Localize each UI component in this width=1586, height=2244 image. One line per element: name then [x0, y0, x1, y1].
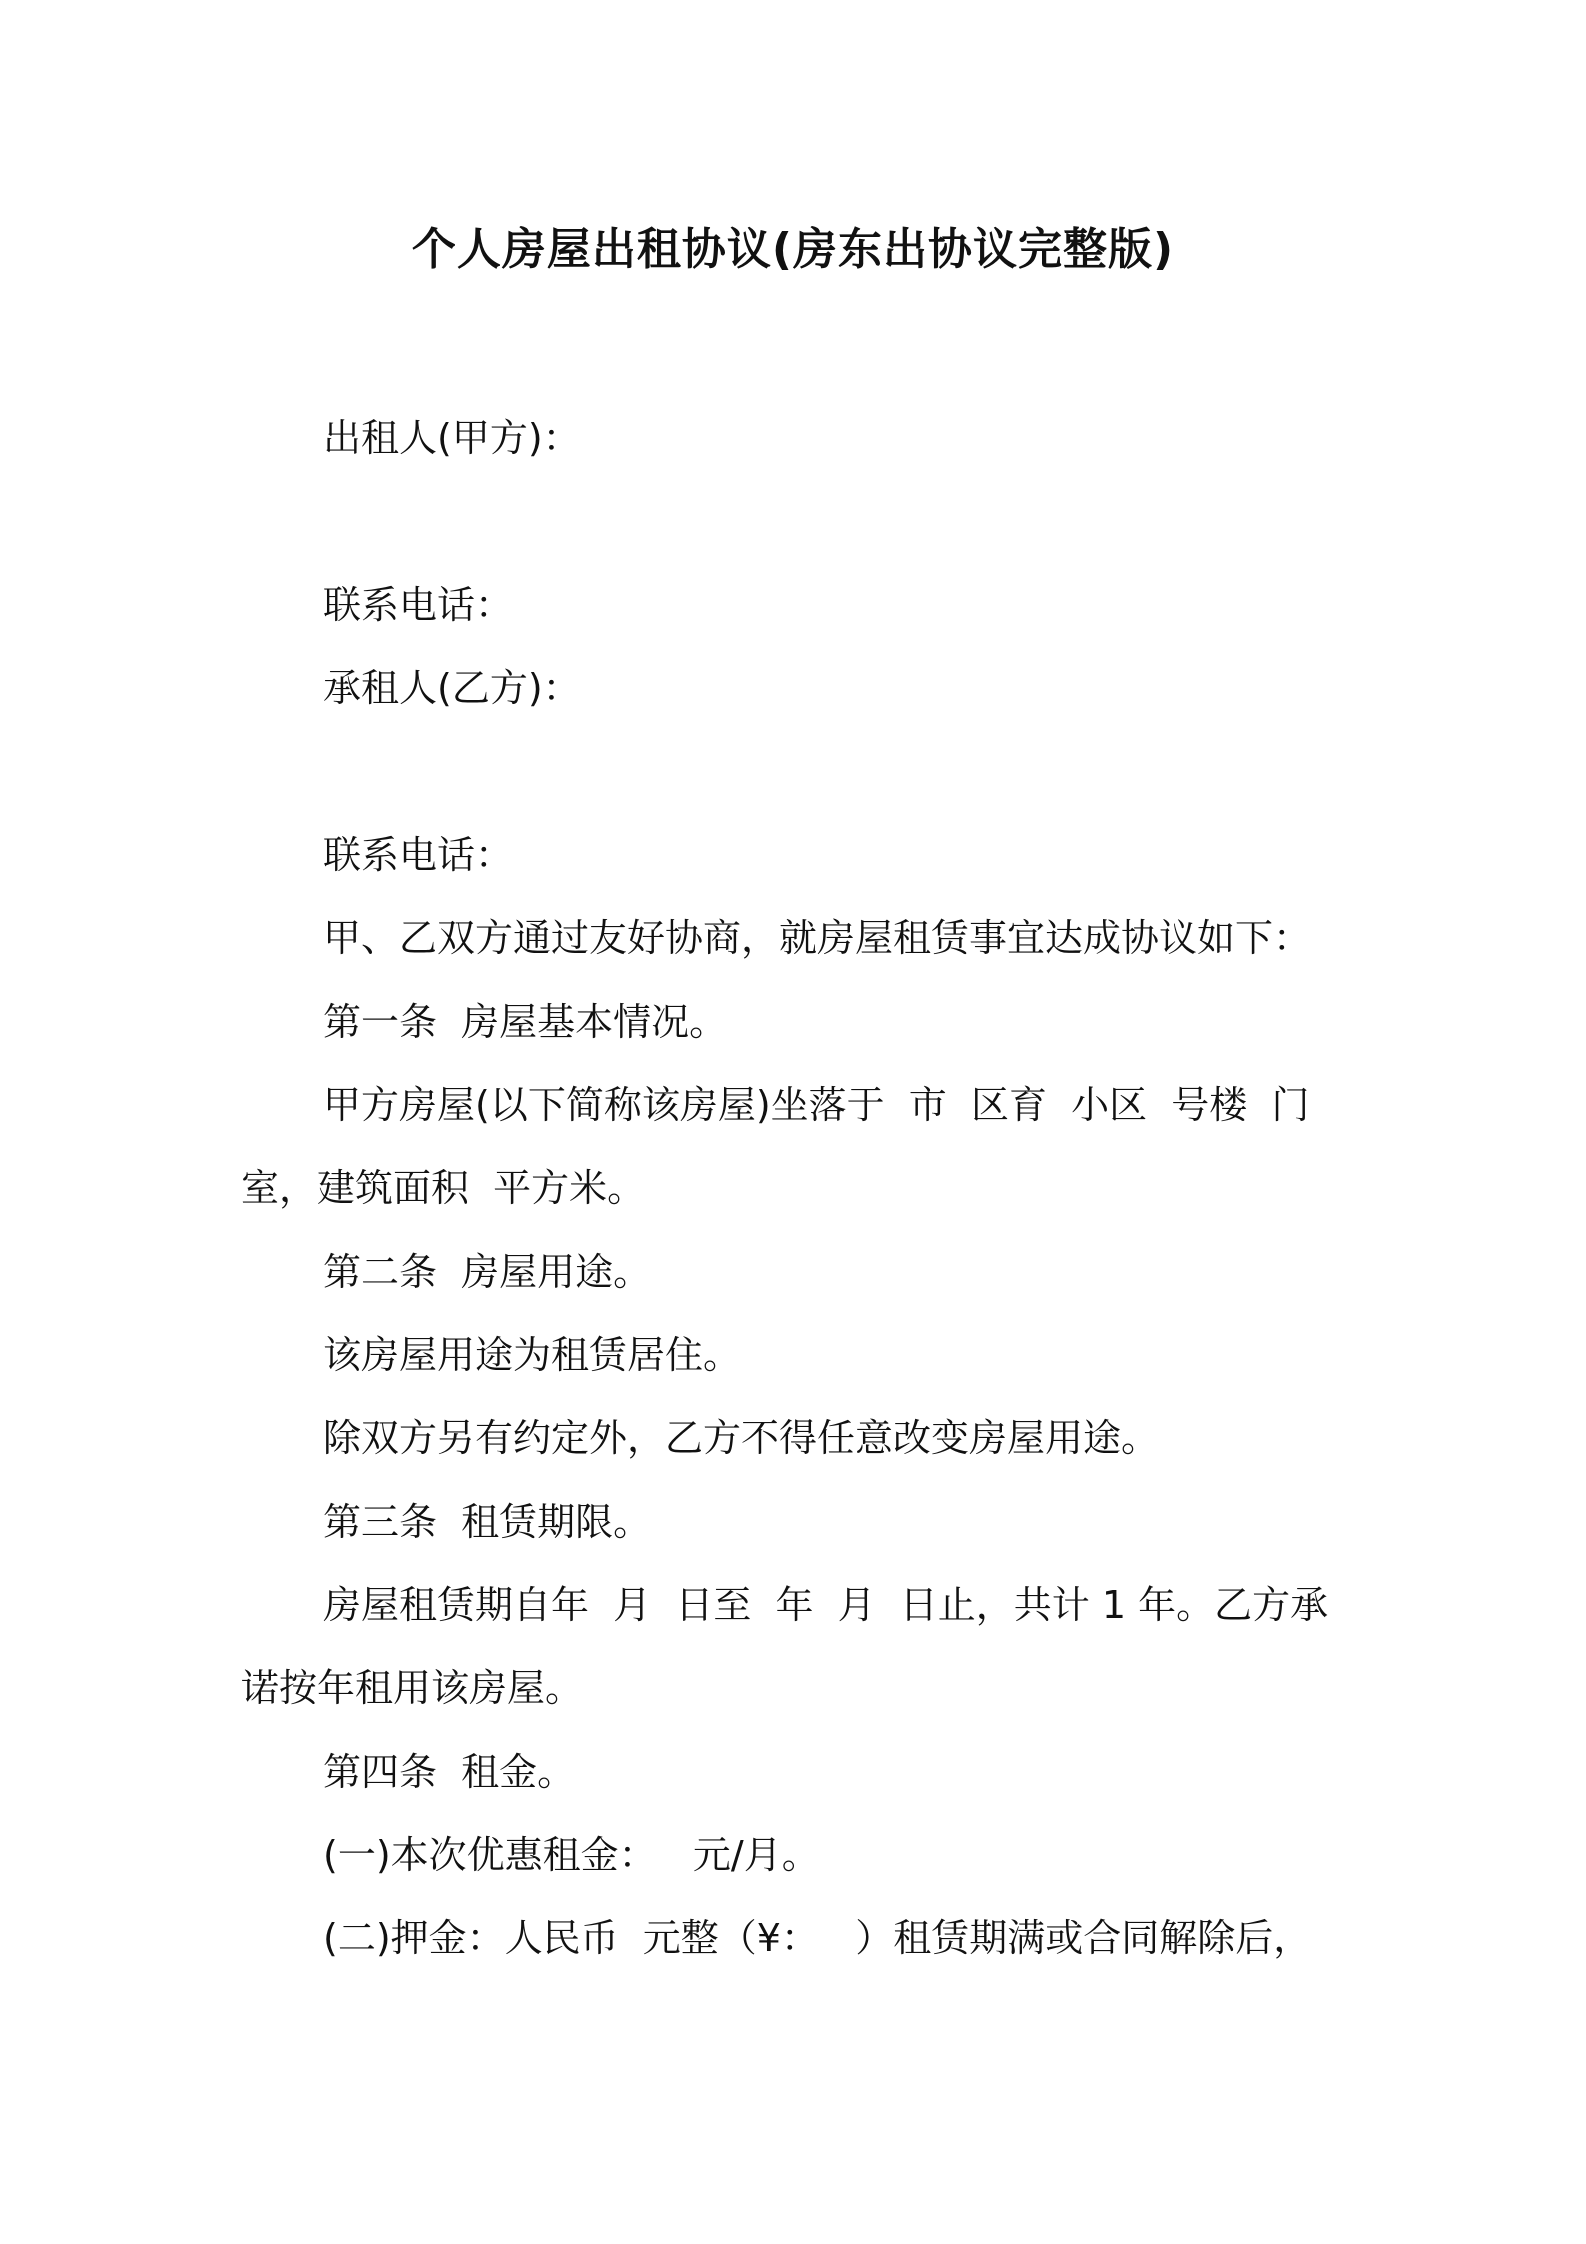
- article-2-paragraph-1: 该房屋用途为租赁居住。: [323, 1333, 742, 1377]
- article-3-paragraph-line-2: 诺按年租用该房屋。: [241, 1666, 584, 1710]
- article-3-heading: 第三条 租赁期限。: [323, 1500, 652, 1544]
- lessor-party-a-line: 出租人(甲方)：: [323, 416, 581, 460]
- article-2-paragraph-2: 除双方另有约定外，乙方不得任意改变房屋用途。: [323, 1416, 1160, 1460]
- article-4-item-1: (一)本次优惠租金： 元/月。: [323, 1833, 820, 1877]
- article-1-paragraph-line-2: 室，建筑面积 平方米。: [241, 1166, 646, 1210]
- article-1-heading: 第一条 房屋基本情况。: [323, 1000, 728, 1044]
- lessor-phone-line: 联系电话：: [323, 583, 514, 627]
- document-title: 个人房屋出租协议(房东出协议完整版): [411, 224, 1175, 275]
- lessee-party-b-line: 承租人(乙方)：: [323, 666, 581, 710]
- agreement-preamble: 甲、乙双方通过友好协商，就房屋租赁事宜达成协议如下：: [323, 916, 1312, 960]
- article-4-item-2: (二)押金：人民币 元整（¥： ）租赁期满或合同解除后，: [323, 1916, 1312, 1960]
- lessee-phone-line: 联系电话：: [323, 833, 514, 877]
- article-1-paragraph-line-1: 甲方房屋(以下简称该房屋)坐落于 市 区育 小区 号楼 门: [323, 1083, 1310, 1127]
- article-2-heading: 第二条 房屋用途。: [323, 1250, 652, 1294]
- article-3-paragraph-line-1: 房屋租赁期自年 月 日至 年 月 日止，共计 1 年。乙方承: [323, 1583, 1329, 1627]
- article-4-heading: 第四条 租金。: [323, 1750, 576, 1794]
